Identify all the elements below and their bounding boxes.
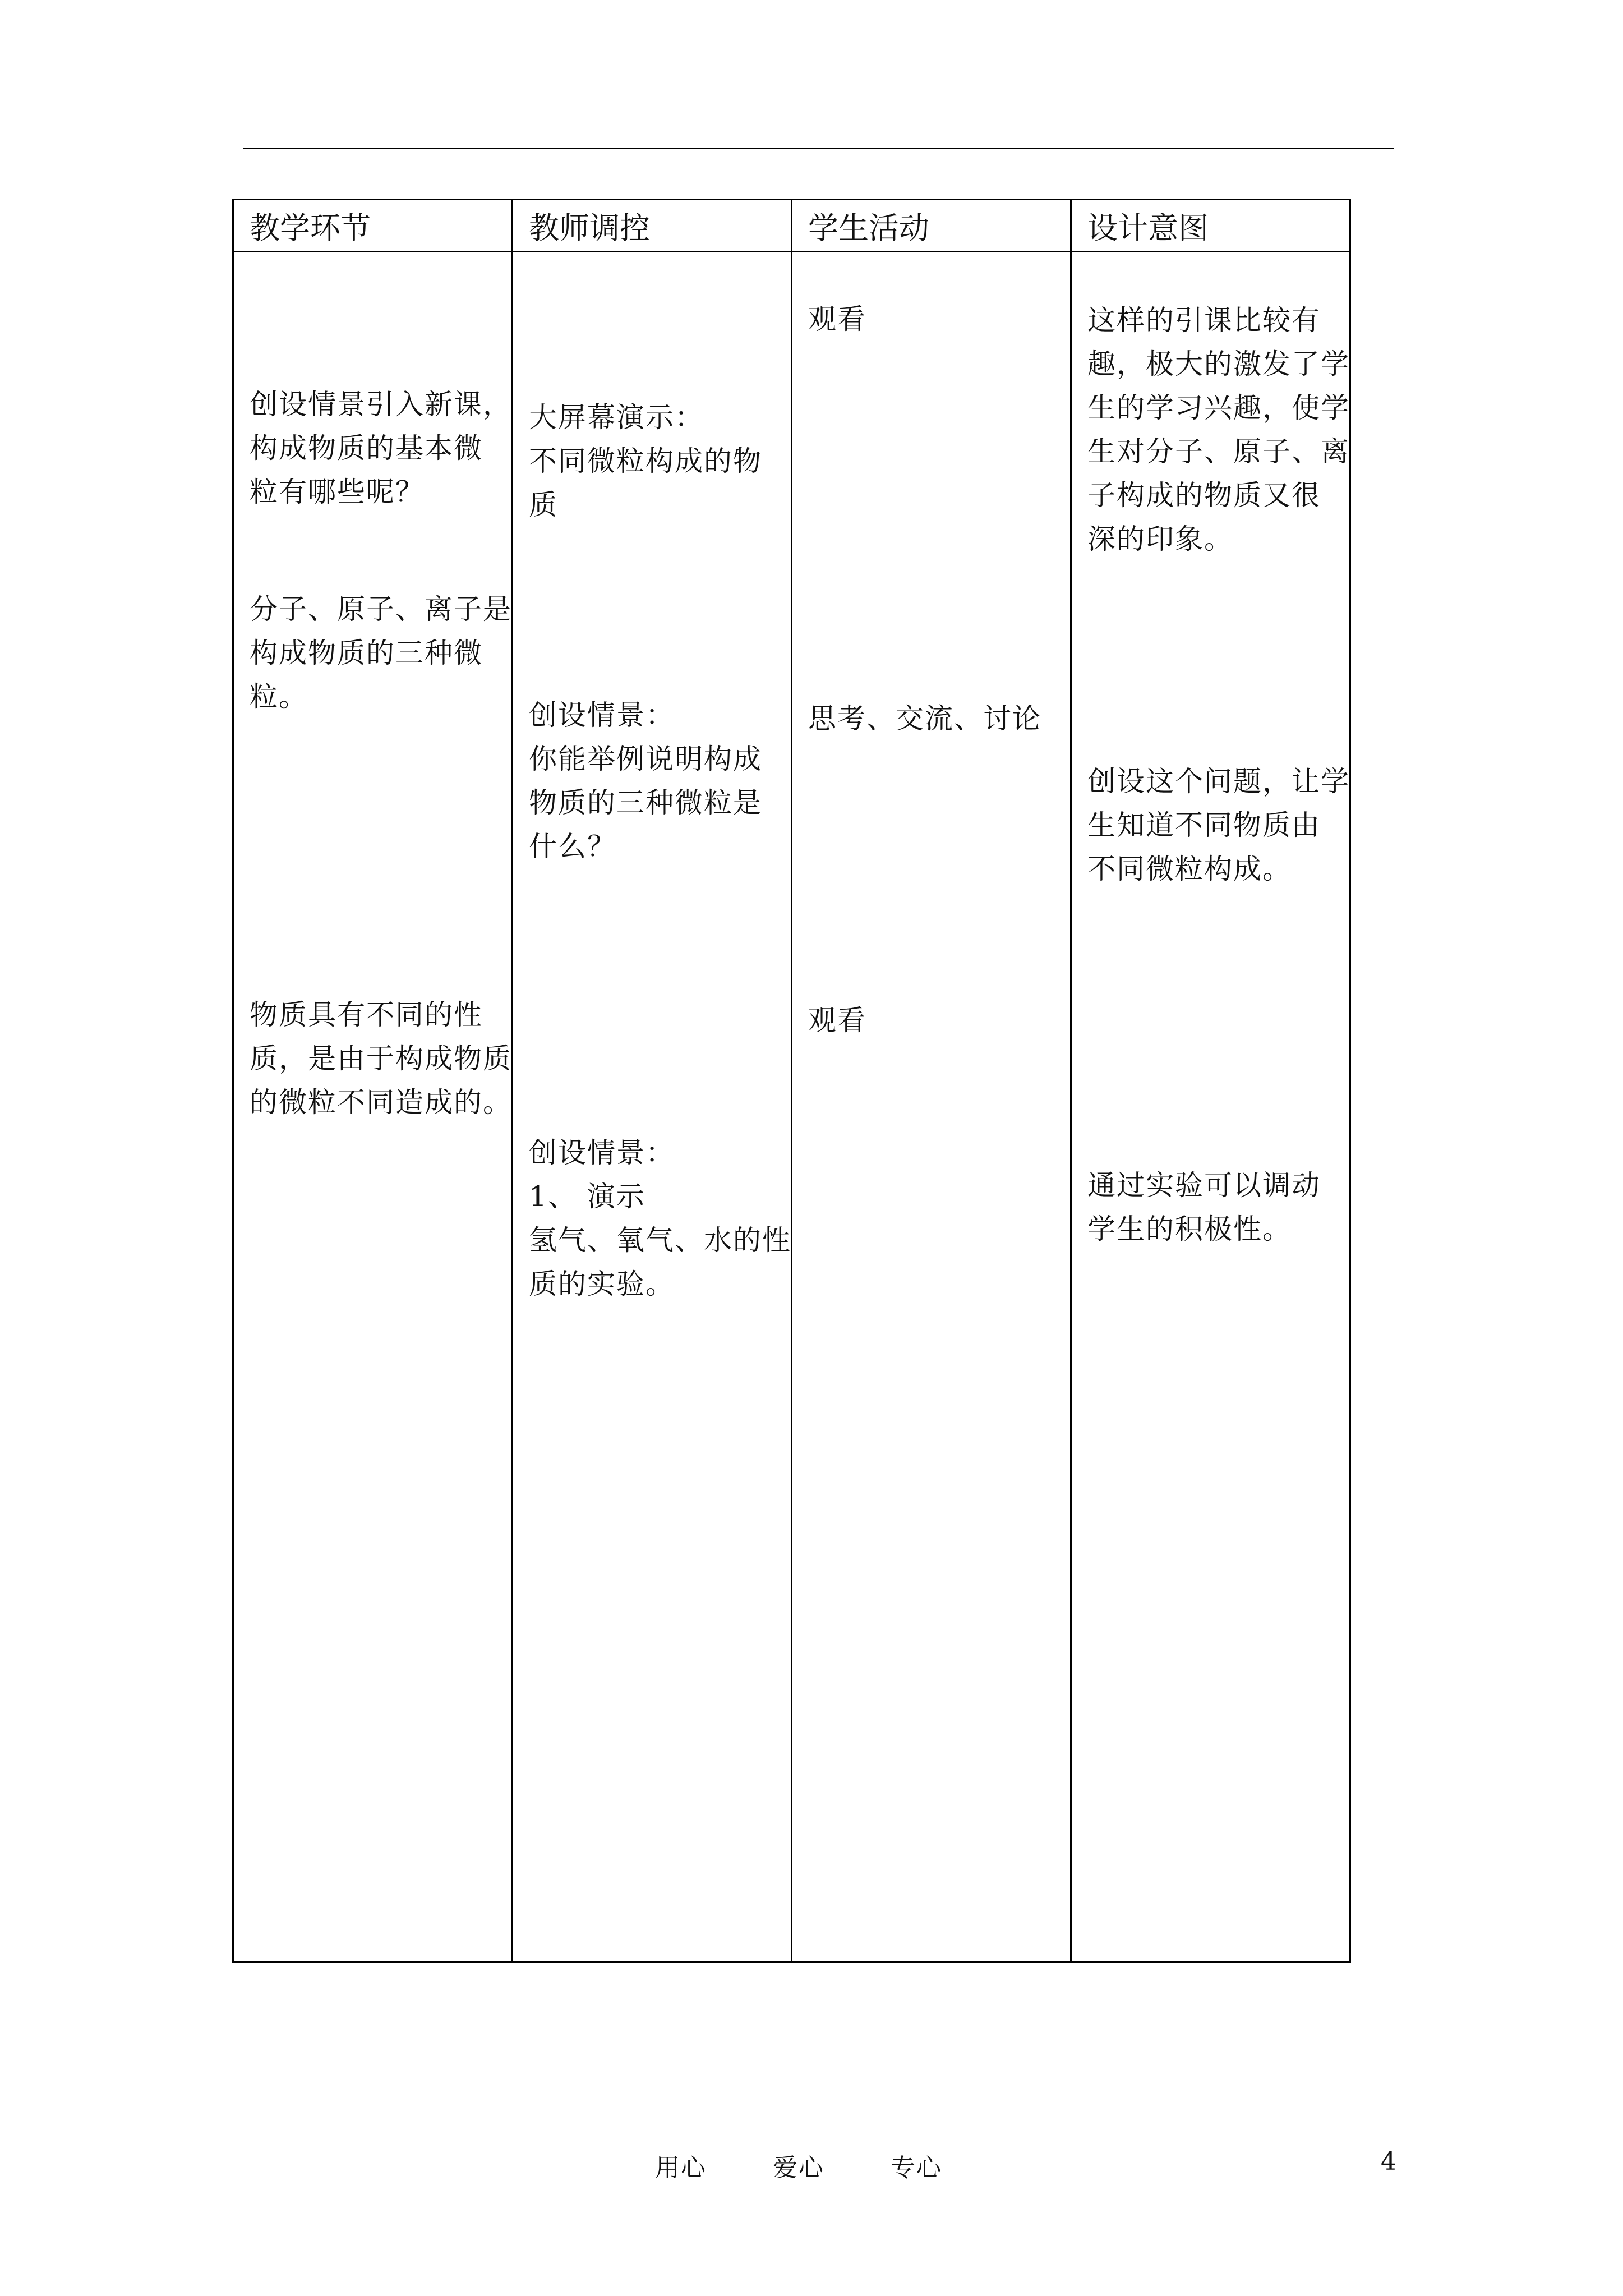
text-line: 1、 演示 [529,1180,645,1213]
cell-teaching-stage [233,252,513,1962]
text-line: 子构成的物质又很 [1087,479,1321,512]
text-line: 物质的三种微粒是 [529,786,762,819]
header-student-activity: 学生活动 [792,200,1071,252]
cell-student-activity [792,252,1071,1962]
teacher-block-screen-demo [529,395,781,527]
footer-motto-item: 用心 [655,2154,707,2182]
text-line: 通过实验可以调动 [1087,1169,1321,1202]
text-line: 质的实验。 [529,1268,675,1300]
text-line: 创设情景引入新课， [250,388,512,421]
stage-block-three-particles [250,587,512,719]
intent-block-intro [1087,298,1350,561]
header-teaching-stage: 教学环节 [233,200,513,252]
text-line: 粒有哪些呢？ [250,476,425,508]
header-rule [243,148,1394,149]
intent-block-question [1087,760,1350,891]
text-line: 你能举例说明构成 [529,743,762,775]
stage-block-intro [250,383,512,514]
text-line: 深的印象。 [1087,523,1233,555]
teacher-block-experiment [529,1131,791,1306]
page-number: 4 [1381,2147,1396,2176]
text-line: 质 [529,489,558,521]
text-line: 生知道不同物质由 [1087,809,1321,841]
text-line: 创设情景： [529,699,675,731]
header-design-intent: 设计意图 [1071,200,1350,252]
footer-motto-item: 专心 [891,2154,942,2182]
text-line: 物质具有不同的性 [250,999,483,1031]
lesson-plan-table [232,199,1351,1963]
text-line: 趣，极大的激发了学 [1087,348,1350,380]
table-row [233,252,1350,1962]
text-line: 创设情景： [529,1137,675,1169]
intent-block-experiment [1087,1163,1340,1251]
text-line: 思考、交流、讨论 [808,702,1041,735]
cell-teacher-guidance [513,252,792,1962]
text-line: 这样的引课比较有 [1087,304,1321,337]
footer-motto-item: 爱心 [773,2154,824,2182]
text-line: 分子、原子、离子是 [250,593,512,625]
text-line: 质，是由于构成物质 [250,1042,512,1075]
table-header-row [233,200,1350,252]
text-line: 生的学习兴趣，使学 [1087,392,1350,424]
text-line: 不同微粒构成的物 [529,445,762,477]
footer-motto [655,2147,1008,2183]
text-line: 的微粒不同造成的。 [250,1086,512,1119]
cell-design-intent [1071,252,1350,1962]
text-line: 学生的积极性。 [1087,1213,1292,1245]
stage-block-properties [250,993,512,1124]
text-line: 什么？ [529,830,616,863]
text-line: 创设这个问题，让学 [1087,765,1350,798]
text-line: 观看 [808,1004,866,1037]
text-line: 不同微粒构成。 [1087,853,1292,885]
text-line: 粒。 [250,680,308,713]
text-line: 生对分子、原子、离 [1087,435,1350,468]
text-line: 大屏幕演示： [529,401,704,434]
student-block-watch [808,297,1061,341]
text-line: 构成物质的基本微 [250,432,483,464]
text-line: 观看 [808,303,866,335]
header-teacher-guidance: 教师调控 [513,200,792,252]
student-block-discuss [808,697,1061,740]
text-line: 氢气、氧气、水的性 [529,1224,791,1257]
text-line: 构成物质的三种微 [250,637,483,669]
student-block-watch-again [808,999,1061,1042]
teacher-block-question [529,693,781,868]
